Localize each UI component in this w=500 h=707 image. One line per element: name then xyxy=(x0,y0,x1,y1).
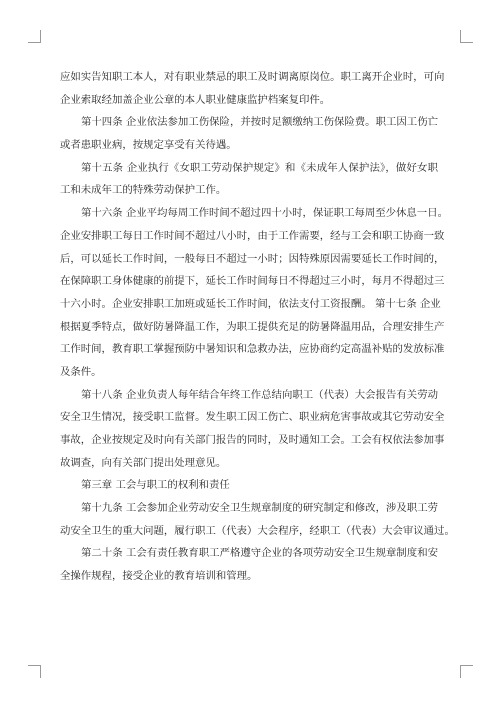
article-15-line: 工和未成年工的特殊劳动保护工作。 xyxy=(60,184,227,197)
article-19-line: 动安全卫生的重大问题，履行职工（代表）大会程序，经职工（代表）大会审议通过。 xyxy=(60,524,455,537)
article-19-line: 第十九条 工会参加企业劳动安全卫生规章制度的研究制定和修改，涉及职工劳 xyxy=(81,502,438,515)
article-18-line: 故调查，向有关部门提出处理意见。 xyxy=(60,456,227,469)
article-14-line: 或者患职业病，按规定享受有关待遇。 xyxy=(60,139,237,152)
document-body xyxy=(60,66,455,588)
article-15-line: 第十五条 企业执行《女职工劳动保护规定》和《未成年人保护法》，做好女职 xyxy=(81,161,438,174)
crop-mark-top-left xyxy=(28,30,41,43)
article-14-line: 第十四条 企业依法参加工伤保险，并按时足额缴纳工伤保险费。职工因工伤亡 xyxy=(81,116,438,129)
article-16-line: 后，可以延长工作时间，一般每日不超过一小时；因特殊原因需要延长工作时间的， xyxy=(60,252,445,265)
chapter-3-heading: 第三章 工会与职工的权利和责任 xyxy=(81,479,230,492)
article-16-line: 企业安排职工每日工作时间不超过八小时，由于工作需要，经与工会和职工协商一致 xyxy=(60,229,445,242)
article-16-line: 在保障职工身体健康的前提下，延长工作时间每日不得超过三小时，每月不得超过三 xyxy=(60,275,445,288)
article-17-line: 根据夏季特点，做好防暑降温工作，为职工提供充足的防暑降温用品，合理安排生产 xyxy=(60,320,445,333)
crop-mark-bottom-right xyxy=(460,665,473,678)
article-17-line: 及条件。 xyxy=(60,365,102,378)
crop-mark-bottom-left xyxy=(28,665,41,678)
text-line: 应如实告知职工本人，对有职业禁忌的职工及时调离原岗位。职工离开企业时，可向 xyxy=(60,71,445,83)
article-18-line: 安全卫生情况，接受职工监督。发生职工因工伤亡、职业病危害事故或其它劳动安全 xyxy=(60,411,445,424)
article-17-line: 工作时间，教育职工掌握预防中暑知识和急救办法，应协商约定高温补贴的发放标准 xyxy=(60,343,445,356)
article-18-line: 事故，企业按规定及时向有关部门报告的同时，及时通知工会。工会有权依法参加事 xyxy=(60,434,445,446)
article-16-line: 第十六条 企业平均每周工作时间不超过四十小时，保证职工每周至少休息一日。 xyxy=(81,207,448,220)
article-20-line: 第二十条 工会有责任教育职工严格遵守企业的各项劳动安全卫生规章制度和安 xyxy=(81,547,438,560)
article-16-17-line: 十六小时。企业安排职工加班或延长工作时间，依法支付工资报酬。 第十七条 企业 xyxy=(60,297,441,310)
article-18-line: 第十八条 企业负责人每年结合年终工作总结向职工（代表）大会报告有关劳动 xyxy=(81,388,438,401)
crop-mark-top-right xyxy=(460,30,473,43)
article-20-line: 全操作规程，接受企业的教育培训和管理。 xyxy=(60,570,258,583)
text-line: 企业索取经加盖企业公章的本人职业健康监护档案复印件。 xyxy=(60,93,331,106)
